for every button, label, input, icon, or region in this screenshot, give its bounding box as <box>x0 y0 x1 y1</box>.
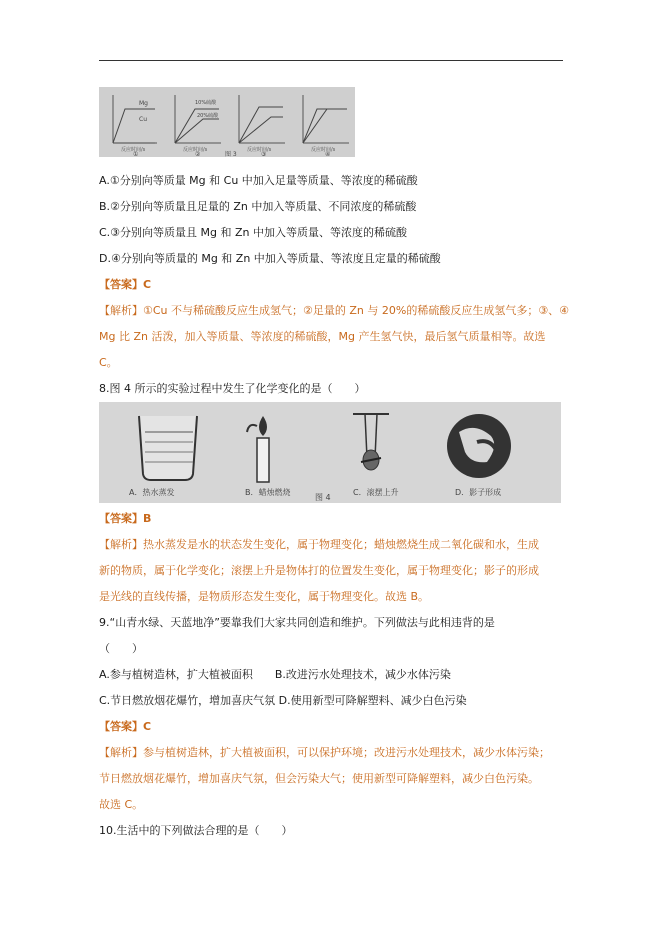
question-9-options-cd: C.节日燃放烟花爆竹，增加喜庆气氛 D.使用新型可降解塑料、减少白色污染 <box>99 694 467 707</box>
beaker-icon <box>139 416 197 480</box>
figure-4 <box>99 402 561 503</box>
panel-num-4: ④ <box>325 151 331 157</box>
figure-4-item-c: C．滚摆上升 <box>353 488 399 497</box>
explanation-7-line-2: Mg 比 Zn 活泼，加入等质量、等浓度的稀硫酸，Mg 产生氢气快，最后氢气质量相等。故选 <box>99 330 546 343</box>
explanation-9-line-1: 【解析】参与植树造林，扩大植被面积，可以保护环境；改进污水处理技术，减少水体污染； <box>99 746 550 759</box>
panel-num-2: ② <box>195 151 201 157</box>
graph-panel-1 <box>113 95 157 157</box>
label-mg: Mg <box>139 100 148 107</box>
option-c: C.③分别向等质量且 Mg 和 Zn 中加入等质量、等浓度的稀硫酸 <box>99 226 408 239</box>
explanation-9-line-3: 故选 C。 <box>99 798 144 811</box>
figure-3-caption: 图 3 <box>225 151 237 157</box>
header-rule <box>99 60 563 61</box>
answer-9: 【答案】C <box>99 720 152 733</box>
figure-4-item-d: D．影子形成 <box>455 488 502 497</box>
shadow-icon <box>447 414 511 478</box>
explanation-8-line-1: 【解析】热水蒸发是水的状态发生变化，属于物理变化；蜡烛燃烧生成二氧化碳和水，生成 <box>99 538 539 551</box>
explanation-8-line-3: 是光线的直线传播，是物质形态发生变化，属于物理变化。故选 B。 <box>99 590 430 603</box>
xlabel-3: 反应时间/s <box>247 147 272 153</box>
figure-4-caption: 图 4 <box>315 493 331 502</box>
graph-panel-4 <box>303 95 349 157</box>
answer-7: 【答案】C <box>99 278 152 291</box>
figure-4-item-a: A．热水蒸发 <box>129 488 175 497</box>
xlabel-1: 反应时间/s <box>121 147 146 153</box>
graph-panel-3 <box>239 95 285 157</box>
xlabel-4: 反应时间/s <box>311 147 336 153</box>
panel-num-3: ③ <box>261 151 267 157</box>
label-cu: Cu <box>139 116 147 123</box>
graph-panel-2 <box>175 95 221 157</box>
pendulum-icon <box>353 414 389 470</box>
figure-3-graphs <box>99 87 355 157</box>
panel-num-1: ① <box>133 151 139 157</box>
question-9-paren: （ ） <box>99 642 143 655</box>
label-20: 20%硫酸 <box>197 113 219 119</box>
candle-icon <box>247 416 269 482</box>
explanation-9-line-2: 节日燃放烟花爆竹，增加喜庆气氛，但会污染大气；使用新型可降解塑料，减少白色污染。 <box>99 772 539 785</box>
question-8: 8.图 4 所示的实验过程中发生了化学变化的是（ ） <box>99 382 366 395</box>
explanation-8-line-2: 新的物质，属于化学变化；滚摆上升是物体打的位置发生变化，属于物理变化；影子的形成 <box>99 564 539 577</box>
xlabel-2: 反应时间/s <box>183 147 208 153</box>
question-9: 9.“山青水绿、天蓝地净”要靠我们大家共同创造和维护。下列做法与此相违背的是 <box>99 616 495 629</box>
option-b: B.②分别向等质量且足量的 Zn 中加入等质量、不同浓度的稀硫酸 <box>99 200 417 213</box>
option-d: D.④分别向等质量的 Mg 和 Zn 中加入等质量、等浓度且定量的稀硫酸 <box>99 252 441 265</box>
question-9-options-ab: A.参与植树造林，扩大植被面积 B.改进污水处理技术，减少水体污染 <box>99 668 451 681</box>
answer-8: 【答案】B <box>99 512 152 525</box>
label-10: 10%硫酸 <box>195 100 217 106</box>
figure-4-item-b: B．蜡烛燃烧 <box>245 488 291 497</box>
explanation-7-line-1: 【解析】①Cu 不与稀硫酸反应生成氢气；②足量的 Zn 与 20%的稀硫酸反应生成氢气多；③、④ <box>99 304 570 317</box>
explanation-7-line-3: C。 <box>99 356 118 369</box>
figure-3 <box>99 87 355 157</box>
option-a: A.①分别向等质量 Mg 和 Cu 中加入足量等质量、等浓度的稀硫酸 <box>99 174 418 187</box>
question-10: 10.生活中的下列做法合理的是（ ） <box>99 824 293 837</box>
figure-4-illustrations <box>99 402 561 503</box>
